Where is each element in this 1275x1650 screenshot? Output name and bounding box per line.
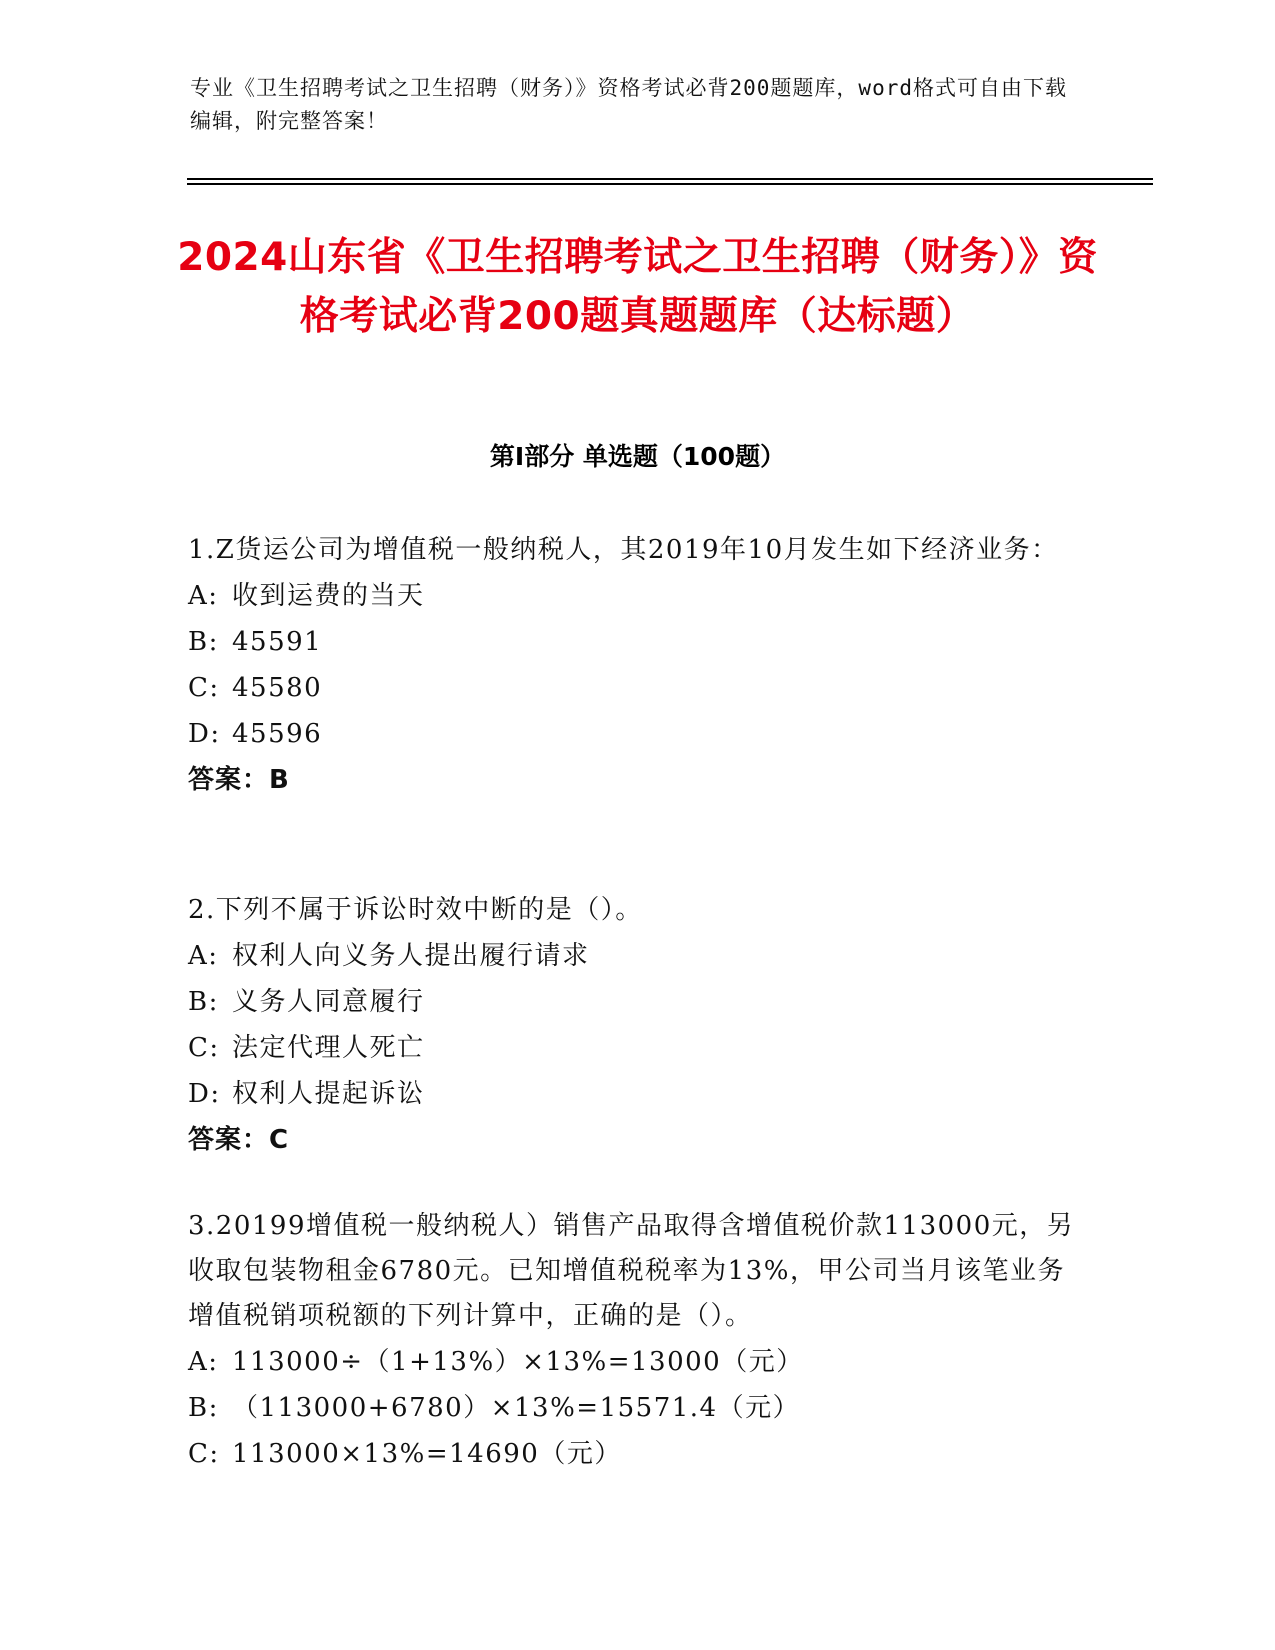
- question-1: [188, 528, 1088, 803]
- option-text: 113000÷（1+13%）×13%=13000（元）: [232, 1347, 804, 1377]
- question-text: 3.20199增值税一般纳税人）销售产品取得含增值税价款113000元，另收取包装物租金6780元。已知增值税税率为13%，甲公司当月该笔业务增值税销项税额的下列计算中，正确的是（）。: [188, 1211, 1075, 1331]
- question-3: [188, 1204, 1088, 1477]
- option-text: 45596: [232, 719, 323, 749]
- option-a: [188, 1339, 1088, 1385]
- option-text: 权利人向义务人提出履行请求: [232, 941, 590, 971]
- option-text: （113000+6780）×13%=15571.4（元）: [232, 1393, 801, 1423]
- option-letter: C:: [188, 1439, 220, 1469]
- option-letter: C:: [188, 1033, 220, 1063]
- header-note: 专业《卫生招聘考试之卫生招聘（财务）》资格考试必背200题题库，word格式可自由下载编辑，附完整答案！: [190, 76, 1067, 133]
- option-text: 45580: [232, 673, 323, 703]
- option-a: [188, 573, 1088, 619]
- option-letter: B:: [188, 1393, 219, 1423]
- option-c: [188, 1025, 1088, 1071]
- header-rule-top: [187, 178, 1153, 180]
- option-letter: D:: [188, 719, 221, 749]
- option-b: [188, 979, 1088, 1025]
- question-2: [188, 888, 1088, 1163]
- option-b: [188, 619, 1088, 665]
- option-text: 法定代理人死亡: [232, 1033, 425, 1063]
- document-title: 2024山东省《卫生招聘考试之卫生招聘（财务）》资格考试必背200题真题题库（达标题）: [177, 235, 1098, 339]
- question-text: 1.Z货运公司为增值税一般纳税人，其2019年10月发生如下经济业务：: [188, 535, 1059, 565]
- option-letter: A:: [188, 941, 219, 971]
- option-d: [188, 711, 1088, 757]
- option-d: [188, 1071, 1088, 1117]
- header-rule-bottom: [187, 183, 1153, 185]
- section-heading: 第I部分 单选题（100题）: [489, 442, 786, 471]
- option-text: 义务人同意履行: [232, 987, 425, 1017]
- answer: 答案：B: [188, 765, 290, 795]
- option-c: [188, 1431, 1088, 1477]
- option-text: 权利人提起诉讼: [232, 1079, 425, 1109]
- option-letter: D:: [188, 1079, 221, 1109]
- option-b: [188, 1385, 1088, 1431]
- option-letter: B:: [188, 627, 219, 657]
- option-letter: A:: [188, 1347, 219, 1377]
- option-text: 收到运费的当天: [232, 581, 425, 611]
- option-a: [188, 933, 1088, 979]
- option-c: [188, 665, 1088, 711]
- option-letter: A:: [188, 581, 219, 611]
- option-text: 113000×13%=14690（元）: [232, 1439, 622, 1469]
- option-letter: C:: [188, 673, 220, 703]
- answer: 答案：C: [188, 1125, 290, 1155]
- question-text: 2.下列不属于诉讼时效中断的是（）。: [188, 895, 643, 925]
- option-text: 45591: [232, 627, 323, 657]
- option-letter: B:: [188, 987, 219, 1017]
